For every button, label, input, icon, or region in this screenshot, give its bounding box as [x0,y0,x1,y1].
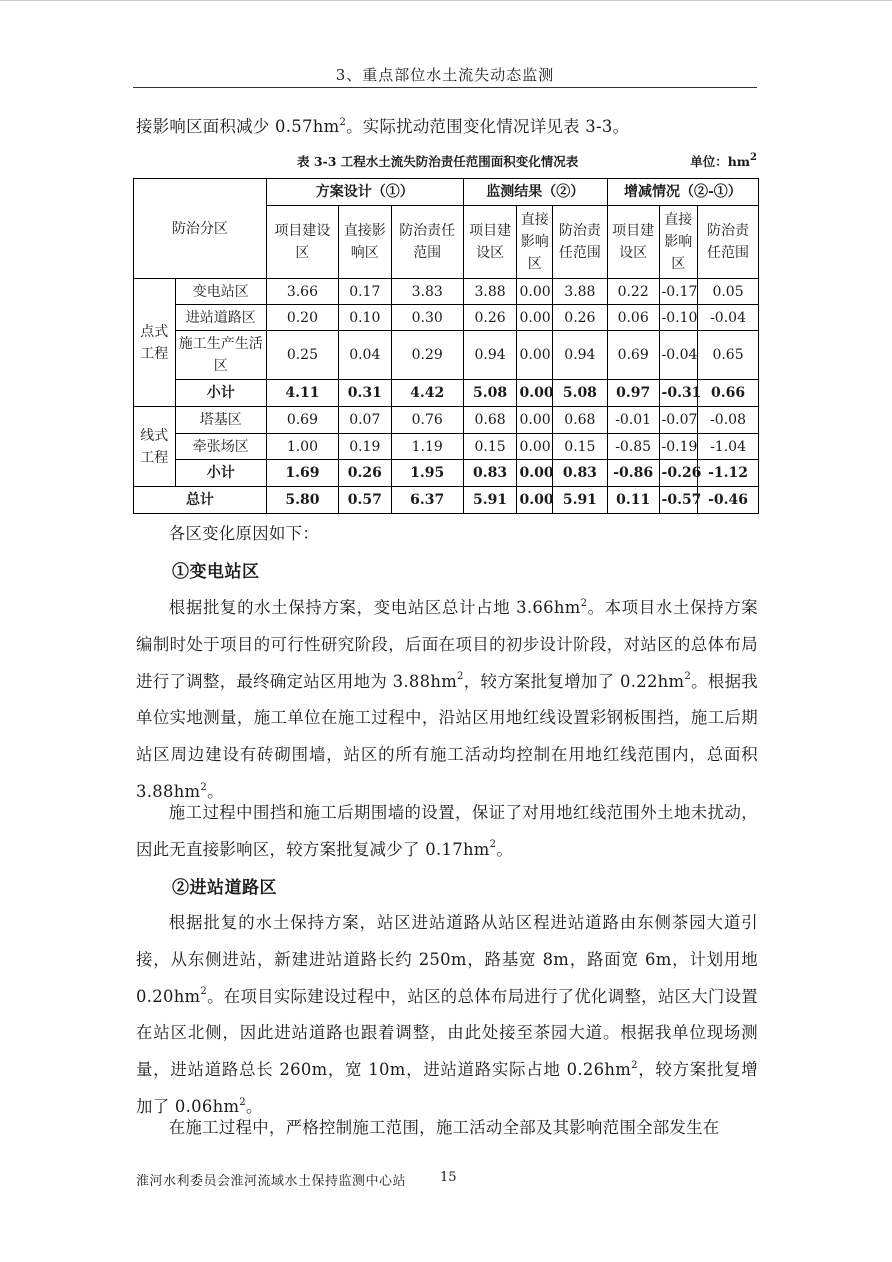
paragraph-enclosure [136,795,758,869]
text-run: ，较方案批复增加了 0.22hm [463,671,685,691]
reasons-intro: 各区变化原因如下： [168,524,320,543]
table-row [134,407,759,434]
cell: 0.26 [463,305,517,331]
table-header-row [134,179,759,206]
cell: 5.80 [266,487,338,514]
cell: 0.31 [338,380,391,407]
cell: 0.00 [517,305,553,331]
cell: 5.91 [463,487,517,514]
row-name: 变电站区 [175,279,266,305]
row-name: 小计 [175,460,266,487]
superscript: 2 [200,986,208,998]
cell: -0.86 [607,460,659,487]
cell: 0.10 [338,305,391,331]
cell: 3.66 [266,279,338,305]
cell: 0.06 [607,305,659,331]
cell: 3.88 [552,279,607,305]
cell: -0.07 [659,407,698,434]
subheader-cell: 防治责任范围 [552,206,607,279]
text-run: 根据批复的水土保持方案，站区进站道路从站区程进站道路由东侧茶园大道引接，从东侧进站，新建进站道路长约 250m，路基宽 8m，路面宽 6m，计划用地 0.20hm [136,913,758,1006]
cell: -0.26 [659,460,698,487]
superscript: 2 [580,597,588,609]
cell: 3.88 [463,279,517,305]
cell: 0.57 [338,487,391,514]
cell: 0.69 [266,407,338,434]
cell: 0.00 [517,279,553,305]
cell: 0.00 [517,407,553,434]
subheader-cell: 防治责任范围 [698,206,759,279]
text-run: 。本项目水土保持方案编制时处于项目的可行性研究阶段，后面在项目的初步设计阶段，对站区的总体布局进行了调整，最终确定站区用地为 3.88hm [136,598,758,691]
cell: 6.37 [391,487,463,514]
cell: 3.83 [391,279,463,305]
table-total-row [134,487,759,514]
cell: 0.11 [607,487,659,514]
cell: 4.11 [266,380,338,407]
table-row [134,434,759,460]
text-run: 。 [496,839,514,859]
header-monitoring: 监测结果（②） [463,179,607,206]
cell: 0.68 [552,407,607,434]
cell: -0.08 [698,407,759,434]
paragraph-construction-scope: 在施工过程中，严格控制施工范围，施工活动全部及其影响范围全部发生在 [168,1118,720,1137]
cell: 5.91 [552,487,607,514]
superscript: 2 [239,1096,246,1108]
cell: 0.66 [698,380,759,407]
cell: 0.26 [338,460,391,487]
cell: -0.17 [659,279,698,305]
cell: 0.15 [463,434,517,460]
paragraph-access-road [136,905,758,1126]
cell: 0.00 [517,487,553,514]
section-heading-substation: ①变电站区 [172,562,260,582]
row-name: 总计 [134,487,267,514]
cell: 4.42 [391,380,463,407]
cell: -0.10 [659,305,698,331]
row-name: 小计 [175,380,266,407]
text-run: 施工过程中围挡和施工后期围墙的设置，保证了对用地红线范围外土地未扰动，因此无直接影响区，较方案批复减少了 0.17hm [136,803,758,859]
text-run: 根据批复的水土保持方案，变电站区总计占地 3.66hm [168,598,581,617]
cell: -0.04 [659,331,698,380]
row-name: 牵张场区 [175,434,266,460]
paragraph-substation [136,590,758,811]
cell: 1.00 [266,434,338,460]
cell: 0.29 [391,331,463,380]
subheader-cell: 项目建设区 [607,206,659,279]
cell: 0.15 [552,434,607,460]
unit-superscript: 2 [750,151,757,163]
row-name: 进站道路区 [175,305,266,331]
intro-paragraph [136,109,758,146]
header-change: 增减情况（②-①） [607,179,758,206]
cell: 0.94 [463,331,517,380]
header-plan-design: 方案设计（①） [266,179,463,206]
table-subtotal-row [134,380,759,407]
text-run: 。根据我单位实地测量，施工单位在施工过程中，沿站区用地红线设置彩钢板围挡，施工后期站区周边建设有砖砌围墙，站区的所有施工活动均控制在用地红线范围内，总面积 3.88hm [136,671,759,801]
cell: 0.76 [391,407,463,434]
page-number: 15 [440,1170,457,1185]
cell: 1.95 [391,460,463,487]
subheader-cell: 直接影响区 [517,206,553,279]
superscript: 2 [631,1059,638,1071]
cell: 0.69 [607,331,659,380]
row-name: 塔基区 [175,407,266,434]
subheader-cell: 防治责任范围 [391,206,463,279]
cell: 0.97 [607,380,659,407]
cell: 0.65 [698,331,759,380]
intro-text: 接影响区面积减少 0.57hm [136,117,340,136]
footer-organization: 淮河水利委员会淮河流域水土保持监测中心站 [136,1174,407,1189]
superscript: 2 [457,671,464,683]
cell: 0.83 [552,460,607,487]
cell: 5.08 [552,380,607,407]
superscript: 2 [684,671,692,683]
text-run: 。在项目实际建设过程中，站区的总体布局进行了优化调整，站区大门设置在站区北侧，因此进站道路也跟着调整，由此处接至茶园大道。根据我单位现场测量，进站道路总长 260m，宽 10m，进站道路实际占地 0.26hm [136,986,758,1080]
subheader-cell: 直接影响区 [338,206,391,279]
cell: -0.04 [698,305,759,331]
cell: 0.04 [338,331,391,380]
table-row [134,305,759,331]
cell: -0.85 [607,434,659,460]
group-point-label: 点式工程 [134,279,176,407]
table-title: 表 3-3 工程水土流失防治责任范围面积变化情况表 [297,154,579,169]
cell: 0.00 [517,331,553,380]
header-rule [133,87,757,88]
row-name: 施工生产生活区 [175,331,266,380]
cell: -1.04 [698,434,759,460]
cell: 0.17 [338,279,391,305]
table-caption [133,150,759,170]
unit-text: 单位：hm [690,154,751,169]
responsibility-area-table [133,178,759,514]
subheader-cell: 直接影响区 [659,206,698,279]
cell: 0.00 [517,460,553,487]
text-run: 。 [245,1096,263,1116]
subheader-cell: 项目建设区 [463,206,517,279]
table-row [134,279,759,305]
cell: 0.00 [517,380,553,407]
running-header: 3、重点部位水土流失动态监测 [335,66,555,84]
cell: 0.07 [338,407,391,434]
table-row [134,331,759,380]
subheader-cell: 项目建设区 [266,206,338,279]
cell: 0.20 [266,305,338,331]
group-line-label: 线式工程 [134,407,176,487]
cell: 0.30 [391,305,463,331]
cell: 0.22 [607,279,659,305]
header-zone: 防治分区 [134,179,267,279]
table-subtotal-row [134,460,759,487]
cell: -0.57 [659,487,698,514]
section-heading-access-road: ②进站道路区 [172,878,277,898]
cell: -0.01 [607,407,659,434]
cell: 1.69 [266,460,338,487]
intro-text-end: 。实际扰动范围变化情况详见表 3-3。 [346,117,630,136]
cell: 0.26 [552,305,607,331]
cell: -0.46 [698,487,759,514]
cell: 0.94 [552,331,607,380]
page-top-border [0,0,892,1]
cell: 0.00 [517,434,553,460]
superscript: 2 [489,839,497,851]
cell: 0.25 [266,331,338,380]
superscript: 2 [200,781,208,793]
cell: 5.08 [463,380,517,407]
cell: 0.19 [338,434,391,460]
cell: 1.19 [391,434,463,460]
text-run: 。 [207,781,224,801]
cell: -0.19 [659,434,698,460]
cell: -1.12 [698,460,759,487]
superscript: 2 [339,116,347,128]
table-unit [690,152,757,170]
cell: 0.05 [698,279,759,305]
cell: 0.83 [463,460,517,487]
text-run: ，较方案批复增加了 0.06hm [136,1060,758,1116]
cell: 0.68 [463,407,517,434]
cell: -0.31 [659,380,698,407]
